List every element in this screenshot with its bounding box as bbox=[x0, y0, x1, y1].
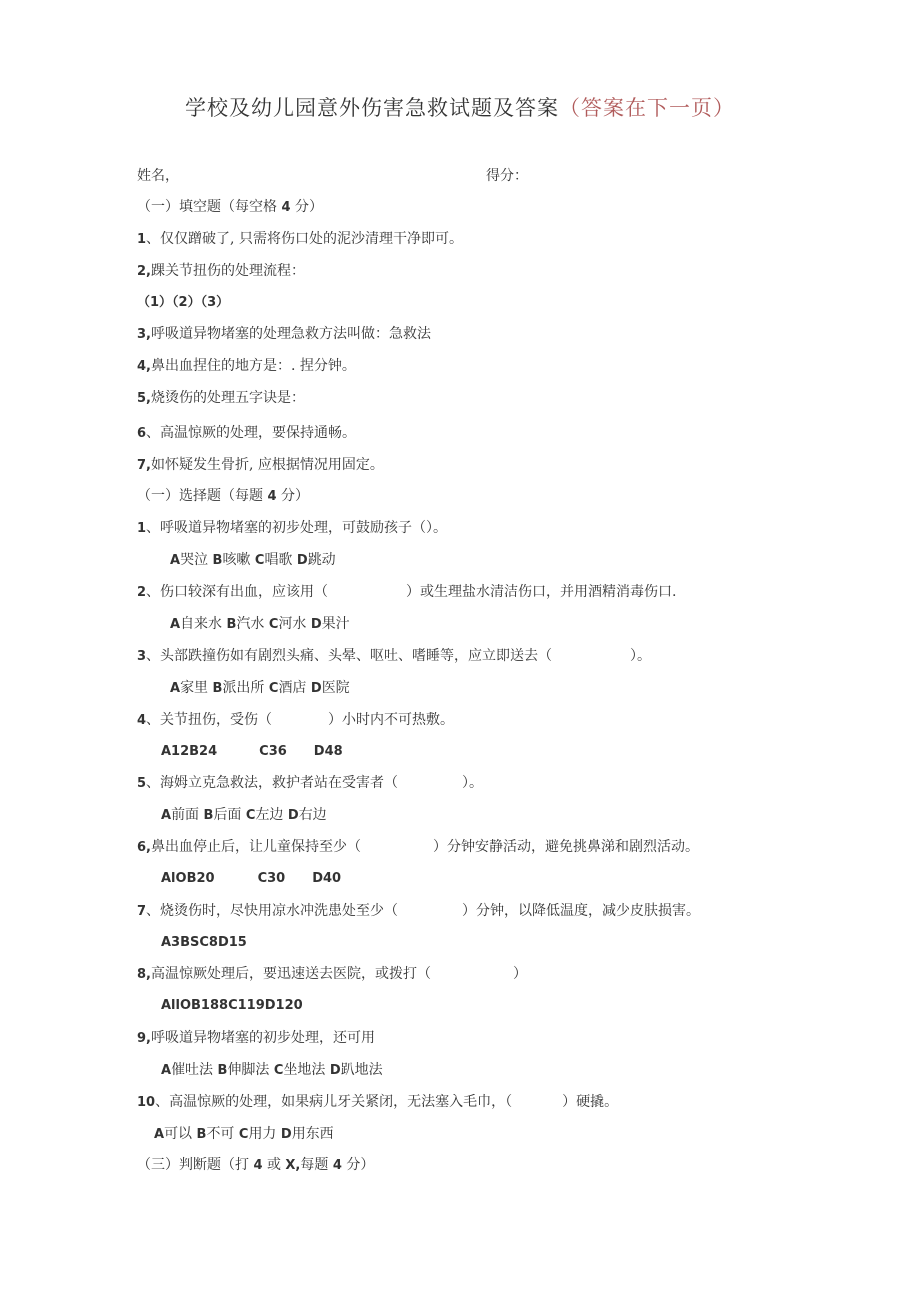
fill-item-1: 1、仅仅蹭破了, 只需将伤口处的泥沙清理干净即可。 bbox=[137, 231, 463, 247]
title-note: （答案在下一页） bbox=[559, 96, 735, 120]
options-8: AllOB188C119D120 bbox=[161, 998, 303, 1013]
fill-item-4: 4,鼻出血捏住的地方是：. 捏分钟。 bbox=[137, 358, 356, 374]
question-2: 2、伤口较深有出血，应该用（ ）或生理盐水清洁伤口，并用酒精消毒伤口. bbox=[137, 584, 677, 600]
options-2: A自来水 B汽水 C河水 D果汁 bbox=[170, 616, 350, 632]
score-label: 得分： bbox=[486, 168, 528, 184]
options-4: A12B24 C36 D48 bbox=[161, 744, 343, 759]
question-8: 8,高温惊厥处理后，要迅速送去医院，或拨打（ ） bbox=[137, 966, 527, 982]
section-judge-heading: （三）判断题（打 4 或 X,每题 4 分） bbox=[137, 1157, 375, 1173]
question-9: 9,呼吸道异物堵塞的初步处理，还可用 bbox=[137, 1030, 375, 1046]
section-fill-heading: （一）填空题（每空格 4 分） bbox=[137, 199, 323, 215]
fill-item-3: 3,呼吸道异物堵塞的处理急救方法叫做：急救法 bbox=[137, 326, 431, 342]
question-4: 4、关节扭伤，受伤（ ）小时内不可热敷。 bbox=[137, 712, 455, 728]
options-5: A前面 B后面 C左边 D右边 bbox=[161, 807, 327, 823]
question-7: 7、烧烫伤时，尽快用凉水冲洗患处至少（ ）分钟，以降低温度，减少皮肤损害。 bbox=[137, 903, 701, 919]
title-main: 学校及幼儿园意外伤害急救试题及答案 bbox=[185, 96, 559, 120]
question-6: 6,鼻出血停止后，让儿童保持至少（ ）分钟安静活动，避免挑鼻涕和剧烈活动。 bbox=[137, 839, 699, 855]
options-10: A可以 B不可 C用力 D用东西 bbox=[154, 1126, 334, 1142]
fill-item-2-steps: （1）（2）（3） bbox=[137, 295, 230, 310]
fill-item-7: 7,如怀疑发生骨折, 应根据情况用固定。 bbox=[137, 457, 384, 473]
options-6: AlOB20 C30 D40 bbox=[161, 871, 342, 886]
options-3: A家里 B派出所 C酒店 D医院 bbox=[170, 680, 350, 696]
options-9: A催吐法 B伸脚法 C坐地法 D趴地法 bbox=[161, 1062, 383, 1078]
options-7: A3BSC8D15 bbox=[161, 935, 247, 950]
section-choice-heading: （一）选择题（每题 4 分） bbox=[137, 488, 309, 504]
fill-item-5: 5,烧烫伤的处理五字诀是： bbox=[137, 390, 305, 406]
question-3: 3、头部跌撞伤如有剧烈头痛、头晕、呕吐、嗜睡等，应立即送去（ ）。 bbox=[137, 648, 652, 664]
question-10: 10、高温惊厥的处理，如果病儿牙关紧闭，无法塞入毛巾，（ ）硬撬。 bbox=[137, 1094, 619, 1110]
page-title bbox=[0, 92, 920, 122]
options-1: A哭泣 B咳嗽 C唱歌 D跳动 bbox=[170, 552, 336, 568]
fill-item-6: 6、高温惊厥的处理，要保持通畅。 bbox=[137, 425, 357, 441]
name-label: 姓名， bbox=[137, 168, 179, 184]
question-5: 5、海姆立克急救法，救护者站在受害者（ ）。 bbox=[137, 775, 484, 791]
fill-item-2: 2,踝关节扭伤的处理流程： bbox=[137, 263, 305, 279]
question-1: 1、呼吸道异物堵塞的初步处理，可鼓励孩子（）。 bbox=[137, 520, 448, 536]
